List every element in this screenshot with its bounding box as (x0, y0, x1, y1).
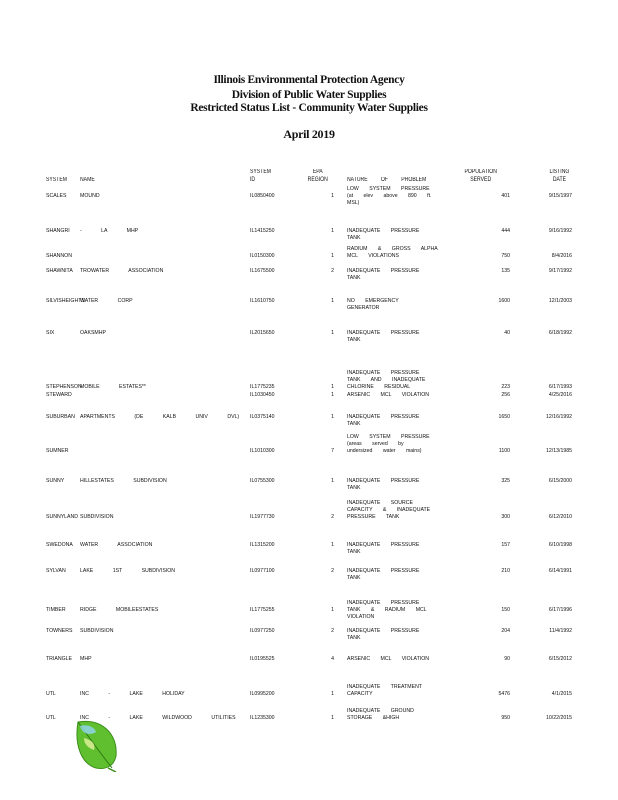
cell-epa-region: 1 (331, 414, 334, 420)
cell-epa-region: 1 (331, 542, 334, 548)
cell-listing-date: 6/10/1998 (548, 542, 572, 548)
cell-epa-region: 1 (331, 298, 334, 304)
cell-listing-date: 6/14/1991 (548, 568, 572, 574)
cell-system: SILVISHEIGHTS (46, 298, 85, 304)
cell-system-id: IL0755300 (250, 478, 275, 484)
cell-epa-region: 1 (331, 228, 334, 234)
cell-listing-date: 12/16/1992 (546, 414, 572, 420)
cell-epa-region: 1 (331, 714, 334, 721)
cell-system: SHAWNITA (46, 268, 73, 274)
cell-population: 150 (501, 606, 510, 613)
cell-listing-date: 6/17/1993 (548, 383, 572, 390)
cell-listing-date: 6/15/2000 (548, 478, 572, 484)
cell-nature-of-problem: INADEQUATE SOURCE CAPACITY & INADEQUATE PRESSURE TANK (347, 500, 431, 520)
cell-nature-of-problem: INADEQUATE PRESSURE TANK & RADIUM MCL VIOLATION (347, 600, 427, 620)
cell-system: UTL (46, 714, 56, 721)
division-title: Division of Public Water Supplies (231, 89, 387, 101)
col-system-id-header (250, 168, 271, 184)
cell-system-id: IL0150300 (250, 252, 275, 259)
col-nature-header: NATURE OF PROBLEM (347, 177, 427, 183)
cell-system: TOWNERS (46, 628, 73, 634)
cell-epa-region: 1 (331, 192, 334, 199)
cell-name: LAKE 1ST SUBDIVISION (80, 568, 176, 574)
cell-population: 1600 (498, 298, 510, 304)
cell-nature-of-problem: RADIUM & GROSS ALPHA MCL VIOLATIONS (347, 246, 438, 259)
cell-system: STEWARD (46, 392, 72, 398)
cell-population: 1650 (498, 414, 510, 420)
report-title: Restricted Status List - Community Water Supplies (190, 102, 428, 114)
cell-system: SYLVAN (46, 568, 66, 574)
cell-population: 204 (501, 628, 510, 634)
cell-name: TROWATER ASSOCIATION (80, 268, 164, 274)
cell-listing-date: 10/22/2015 (546, 714, 572, 721)
col-system-header: SYSTEM (46, 177, 67, 183)
cell-system: SIX (46, 330, 55, 336)
cell-system-id: IL0977100 (250, 568, 275, 574)
cell-system: SUNNY (46, 478, 65, 484)
cell-system-id: IL0195525 (250, 656, 275, 662)
cell-population: 444 (501, 228, 510, 234)
cell-name: MOUND (80, 192, 100, 199)
cell-system: UTL (46, 690, 56, 697)
col-population-header (462, 168, 499, 184)
cell-nature-of-problem: LOW SYSTEM PRESSURE (areas served by undersized water mains) (347, 434, 430, 454)
cell-population: 950 (501, 714, 510, 721)
cell-nature-of-problem: INADEQUATE PRESSURE TANK (347, 414, 420, 427)
cell-population: 40 (504, 330, 510, 336)
cell-nature-of-problem: INADEQUATE PRESSURE TANK (347, 330, 420, 343)
cell-epa-region: 1 (331, 383, 334, 390)
cell-population: 401 (501, 192, 510, 199)
cell-system: SUMNER (46, 447, 69, 454)
report-date: April 2019 (283, 127, 335, 141)
cell-population: 750 (501, 252, 510, 259)
col-epa-region-header (305, 168, 331, 184)
cell-epa-region: 2 (331, 568, 334, 574)
cell-system-id: IL1235300 (250, 714, 275, 721)
cell-name: SUBDIVISION (80, 513, 114, 520)
cell-system: TRIANGLE (46, 656, 72, 662)
illinois-epa-leaf-logo-icon (72, 716, 122, 772)
cell-system: SHANNON (46, 252, 72, 259)
cell-nature-of-problem: INADEQUATE GROUND STORAGE &HIGH (347, 708, 414, 721)
cell-listing-date: 6/18/1992 (548, 330, 572, 336)
cell-system: SUNNYLAND (46, 513, 78, 520)
cell-system-id: IL0375140 (250, 414, 275, 420)
cell-epa-region: 1 (331, 478, 334, 484)
cell-name: - LA MHP (80, 228, 139, 234)
col-listing-line1: LISTING (549, 169, 570, 175)
cell-nature-of-problem: LOW SYSTEM PRESSURE (at elev above 890 ft. MSL) (347, 186, 432, 206)
cell-epa-region: 1 (331, 330, 334, 336)
cell-listing-date: 6/15/2012 (548, 656, 572, 662)
cell-listing-date: 12/1/2003 (548, 298, 572, 304)
cell-nature-of-problem: INADEQUATE PRESSURE TANK (347, 228, 420, 241)
cell-nature-of-problem: INADEQUATE PRESSURE TANK (347, 478, 420, 491)
cell-system: SHANGRI (46, 228, 70, 234)
col-population-line1: POPULATION (464, 169, 497, 175)
cell-listing-date: 4/1/2015 (551, 690, 572, 697)
cell-name: WATER ASSOCIATION (80, 542, 153, 548)
cell-system: SWEDONA (46, 542, 73, 548)
cell-system: SUBURBAN (46, 414, 75, 420)
cell-name: RIDGE MOBILEESTATES (80, 606, 159, 613)
cell-system-id: IL2015650 (250, 330, 275, 336)
cell-system-id: IL1415250 (250, 228, 275, 234)
cell-nature-of-problem: INADEQUATE PRESSURE TANK (347, 542, 420, 555)
cell-epa-region: 2 (331, 513, 334, 520)
cell-nature-of-problem: INADEQUATE PRESSURE TANK AND INADEQUATE CHLORINE RESIDUAL (347, 370, 426, 390)
cell-epa-region: 2 (331, 628, 334, 634)
cell-epa-region: 2 (331, 268, 334, 274)
cell-nature-of-problem: INADEQUATE PRESSURE TANK (347, 268, 420, 281)
agency-title: Illinois Environmental Protection Agency (213, 74, 405, 86)
cell-system-id: IL1030450 (250, 392, 275, 398)
cell-epa-region: 1 (331, 690, 334, 697)
col-listing-line2: DATE (552, 177, 567, 183)
cell-system-id: IL0850400 (250, 192, 275, 199)
cell-population: 135 (501, 268, 510, 274)
cell-population: 1100 (498, 447, 510, 454)
cell-nature-of-problem: ARSENIC MCL VIOLATION (347, 392, 429, 398)
cell-epa-region: 1 (331, 606, 334, 613)
cell-population: 325 (501, 478, 510, 484)
cell-listing-date: 9/15/1997 (548, 192, 572, 199)
cell-system-id: IL1010300 (250, 447, 275, 454)
cell-population: 223 (501, 383, 510, 390)
cell-epa-region: 1 (331, 252, 334, 259)
col-epa-line1: EPA (312, 169, 323, 175)
cell-system-id: IL0977250 (250, 628, 275, 634)
cell-name: WATER CORP (80, 298, 133, 304)
cell-system-id: IL1977730 (250, 513, 275, 520)
cell-listing-date: 4/25/2016 (548, 392, 572, 398)
col-name-header: NAME (80, 177, 95, 183)
cell-population: 300 (501, 513, 510, 520)
col-listing-date-header (545, 168, 574, 184)
cell-system: STEPHENSON (46, 383, 82, 390)
cell-epa-region: 1 (331, 392, 334, 398)
cell-system-id: IL1610750 (250, 298, 275, 304)
cell-system-id: IL1775255 (250, 606, 275, 613)
cell-nature-of-problem: INADEQUATE TREATMENT CAPACITY (347, 684, 422, 697)
cell-system-id: IL1675500 (250, 268, 275, 274)
col-population-line2: SERVED (470, 177, 492, 183)
cell-listing-date: 12/13/1985 (546, 447, 572, 454)
cell-population: 157 (501, 542, 510, 548)
cell-name: MHP (80, 656, 92, 662)
cell-name: MOBILE ESTATES** (80, 383, 146, 390)
cell-name: APARTMENTS (DE KALB UNIV DVL) (80, 414, 240, 420)
cell-population: 90 (504, 656, 510, 662)
cell-name: INC - LAKE HOLIDAY (80, 690, 185, 697)
cell-nature-of-problem: INADEQUATE PRESSURE TANK (347, 628, 420, 641)
cell-name: HILLESTATES SUBDIVISION (80, 478, 167, 484)
col-epa-line2: REGION (307, 177, 328, 183)
cell-epa-region: 7 (331, 447, 334, 454)
cell-name: INC - LAKE WILDWOOD UTILITIES (80, 714, 236, 721)
cell-system: TIMBER (46, 606, 66, 613)
cell-population: 210 (501, 568, 510, 574)
col-system-id-line2: ID (250, 177, 256, 183)
cell-name: OAKSMHP (80, 330, 106, 336)
cell-listing-date: 9/16/1992 (548, 228, 572, 234)
cell-listing-date: 9/17/1992 (548, 268, 572, 274)
col-system-id-line1: SYSTEM (250, 169, 271, 175)
cell-name: SUBDIVISION (80, 628, 114, 634)
cell-nature-of-problem: INADEQUATE PRESSURE TANK (347, 568, 420, 581)
cell-population: 256 (501, 392, 510, 398)
cell-epa-region: 4 (331, 656, 334, 662)
cell-listing-date: 6/12/2010 (548, 513, 572, 520)
cell-population: 5476 (498, 690, 510, 697)
cell-system-id: IL0995200 (250, 690, 275, 697)
cell-system: SCALES (46, 192, 67, 199)
cell-listing-date: 11/4/1992 (549, 628, 572, 634)
cell-nature-of-problem: NO EMERGENCY GENERATOR (347, 298, 399, 311)
cell-nature-of-problem: ARSENIC MCL VIOLATION (347, 656, 429, 662)
cell-system-id: IL1315200 (250, 542, 275, 548)
cell-system-id: IL1775235 (250, 383, 275, 390)
cell-listing-date: 6/17/1996 (548, 606, 572, 613)
cell-listing-date: 8/4/2016 (551, 252, 572, 259)
